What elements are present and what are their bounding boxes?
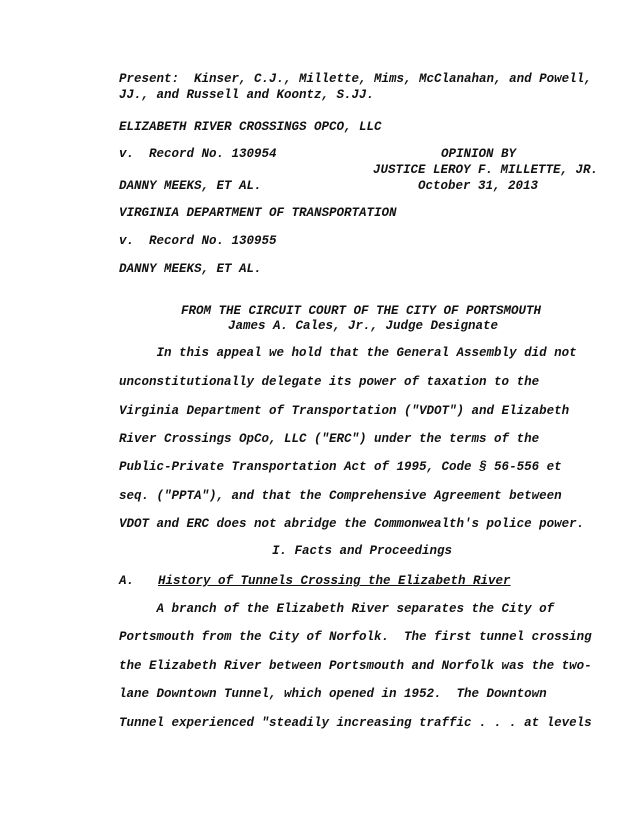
- body-line: In this appeal we hold that the General Assembly did not: [119, 346, 577, 360]
- opinion-by: OPINION BY: [441, 147, 517, 161]
- body-line: Virginia Department of Transportation ("VDOT") and Elizabeth: [119, 404, 570, 418]
- appellee-meeks-2: DANNY MEEKS, ET AL.: [119, 262, 262, 276]
- body-line: lane Downtown Tunnel, which opened in 1952. The Downtown: [119, 687, 547, 701]
- body-line: River Crossings OpCo, LLC ("ERC") under the terms of the: [119, 432, 540, 446]
- present-line-1: Present: Kinser, C.J., Millette, Mims, McClanahan, and Powell,: [119, 72, 592, 86]
- body-line: Tunnel experienced "steadily increasing traffic . . . at levels: [119, 716, 592, 730]
- record-no-130954: v. Record No. 130954: [119, 147, 277, 161]
- body-line: Portsmouth from the City of Norfolk. The first tunnel crossing: [119, 630, 592, 644]
- present-line-2: JJ., and Russell and Koontz, S.JJ.: [119, 88, 375, 102]
- appellant-vdot: VIRGINIA DEPARTMENT OF TRANSPORTATION: [119, 206, 397, 220]
- body-line: Public-Private Transportation Act of 1995, Code § 56-556 et: [119, 460, 562, 474]
- court-line-1: FROM THE CIRCUIT COURT OF THE CITY OF PORTSMOUTH: [181, 304, 542, 318]
- body-line: VDOT and ERC does not abridge the Commonwealth's police power.: [119, 517, 585, 531]
- court-line-2: James A. Cales, Jr., Judge Designate: [228, 319, 499, 333]
- body-line: A branch of the Elizabeth River separates the City of: [119, 602, 555, 616]
- body-line: unconstitutionally delegate its power of taxation to the: [119, 375, 540, 389]
- subsection-letter: A.: [119, 574, 135, 588]
- body-line: seq. ("PPTA"), and that the Comprehensive Agreement between: [119, 489, 562, 503]
- appellant-erc: ELIZABETH RIVER CROSSINGS OPCO, LLC: [119, 120, 382, 134]
- body-line: the Elizabeth River between Portsmouth and Norfolk was the two-: [119, 659, 592, 673]
- record-no-130955: v. Record No. 130955: [119, 234, 277, 248]
- appellee-meeks-1: DANNY MEEKS, ET AL.: [119, 179, 262, 193]
- opinion-date: October 31, 2013: [418, 179, 539, 193]
- subsection-title: History of Tunnels Crossing the Elizabeth River: [158, 574, 511, 588]
- opinion-author: JUSTICE LEROY F. MILLETTE, JR.: [373, 163, 599, 177]
- section-heading: I. Facts and Proceedings: [272, 544, 453, 558]
